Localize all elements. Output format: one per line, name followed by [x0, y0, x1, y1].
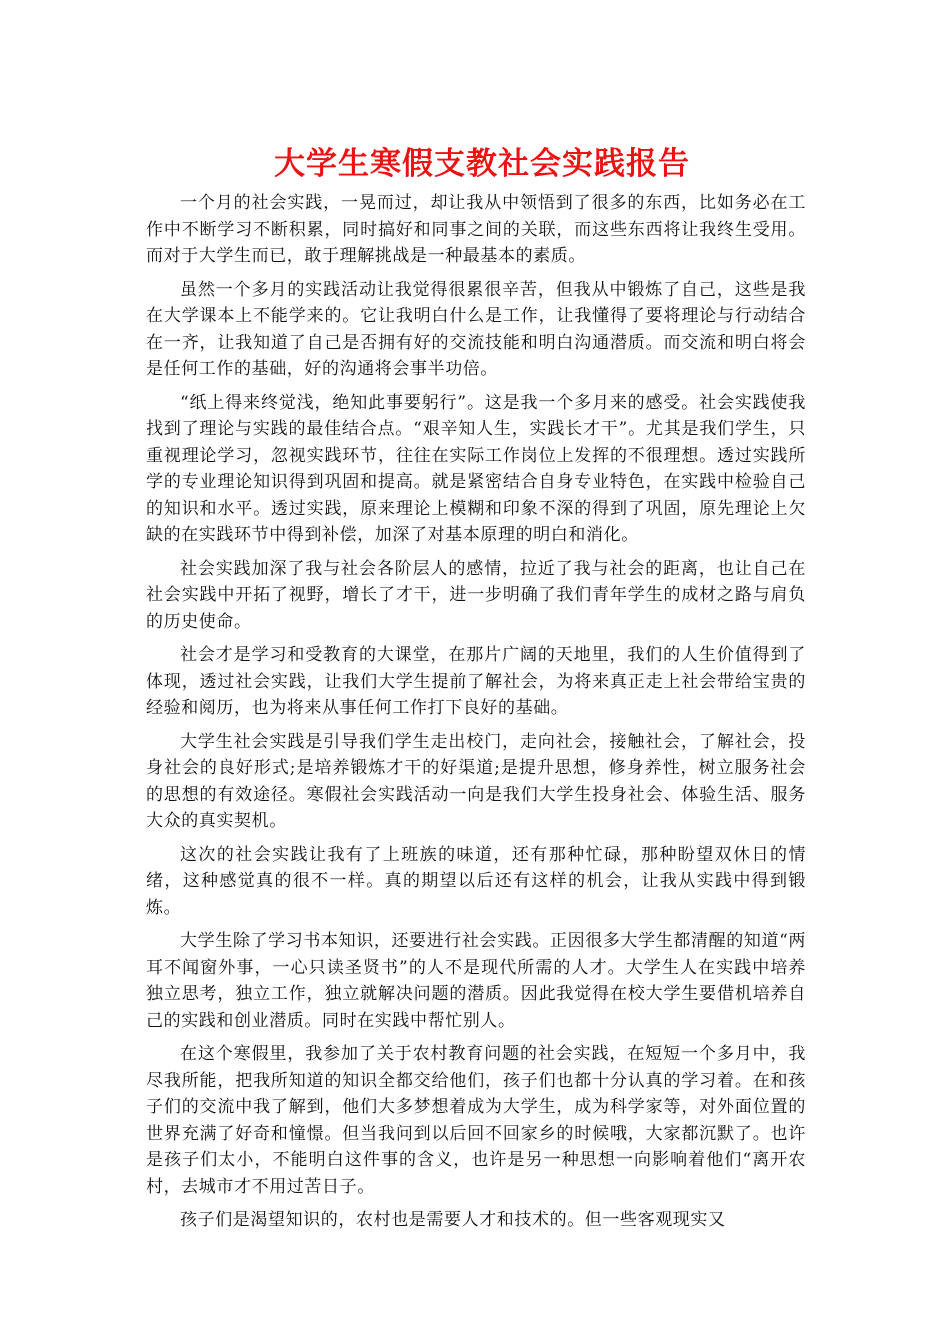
paragraph: 在这个寒假里，我参加了关于农村教育问题的社会实践，在短短一个多月中，我尽我所能，把我所知道的知识全都交给他们，孩子们也都十分认真的学习着。在和孩子们的交流中我了解到，他们大多梦想着成为大学生，成为科学家等，对外面位置的世界充满了好奇和憧憬。但当我问到以后回不回家乡的时候哦，大家都沉默了。也许是孩子们太小，不能明白这件事的含义，也许是另一种思想一向影响着他们“离开农村，去城市才不用过苦日子。	[146, 1044, 806, 1197]
paragraph: 孩子们是渴望知识的，农村也是需要人才和技术的。但一些客观现实又	[180, 1210, 726, 1230]
paragraph: 这次的社会实践让我有了上班族的味道，还有那种忙碌，那种盼望双休日的情绪，这种感觉真的很不一样。真的期望以后还有这样的机会，让我从实践中得到锻炼。	[146, 844, 806, 918]
paragraph: 社会实践加深了我与社会各阶层人的感情，拉近了我与社会的距离，也让自己在社会实践中开拓了视野，增长了才干，进一步明确了我们青年学生的成材之路与肩负的历史使命。	[146, 558, 806, 632]
document-title: 大学生寒假支教社会实践报告	[274, 146, 690, 182]
paragraph: 社会才是学习和受教育的大课堂，在那片广阔的天地里，我们的人生价值得到了体现，透过社会实践，让我们大学生提前了解社会，为将来真正走上社会带给宝贵的经验和阅历，也为将来从事任何工作打下良好的基础。	[146, 645, 806, 718]
document-page	[146, 138, 806, 1241]
paragraph: “纸上得来终觉浅，绝知此事要躬行”。这是我一个多月来的感受。社会实践使我找到了理论与实践的最佳结合点。“艰辛知人生，实践长才干”。尤其是我们学生，只重视理论学习，忽视实践环节，往往在实际工作岗位上发挥的不很理想。透过实践所学的专业理论知识得到巩固和提高。就是紧密结合自身专业特色，在实践中检验自己的知识和水平。透过实践，原来理论上模糊和印象不深的得到了巩固，原先理论上欠缺的在实践环节中得到补偿，加深了对基本原理的明白和消化。	[146, 392, 806, 545]
paragraph: 大学生除了学习书本知识，还要进行社会实践。正因很多大学生都清醒的知道“两耳不闻窗外事，一心只读圣贤书”的人不是现代所需的人才。大学生人在实践中培养独立思考，独立工作，独立就解决问题的潜质。因此我觉得在校大学生要借机培养自己的实践和创业潜质。同时在实践中帮忙别人。	[146, 931, 806, 1031]
paragraph: 一个月的社会实践，一晃而过，却让我从中领悟到了很多的东西，比如务必在工作中不断学习不断积累，同时搞好和同事之间的关联，而这些东西将让我终生受用。而对于大学生而已，敢于理解挑战是一种最基本的素质。	[146, 193, 806, 266]
paragraph: 大学生社会实践是引导我们学生走出校门，走向社会，接触社会，了解社会，投身社会的良好形式;是培养锻炼才干的好渠道;是提升思想，修身养性，树立服务社会的思想的有效途径。寒假社会实践活动一向是我们大学生投身社会、体验生活、服务大众的真实契机。	[146, 731, 806, 831]
paragraph: 虽然一个多月的实践活动让我觉得很累很辛苦，但我从中锻炼了自己，这些是我在大学课本上不能学来的。它让我明白什么是工作，让我懂得了要将理论与行动结合在一齐，让我知道了自己是否拥有好的交流技能和明白沟通潜质。而交流和明白将会是任何工作的基础，好的沟通将会事半功倍。	[146, 279, 806, 379]
document-body	[146, 190, 806, 1234]
